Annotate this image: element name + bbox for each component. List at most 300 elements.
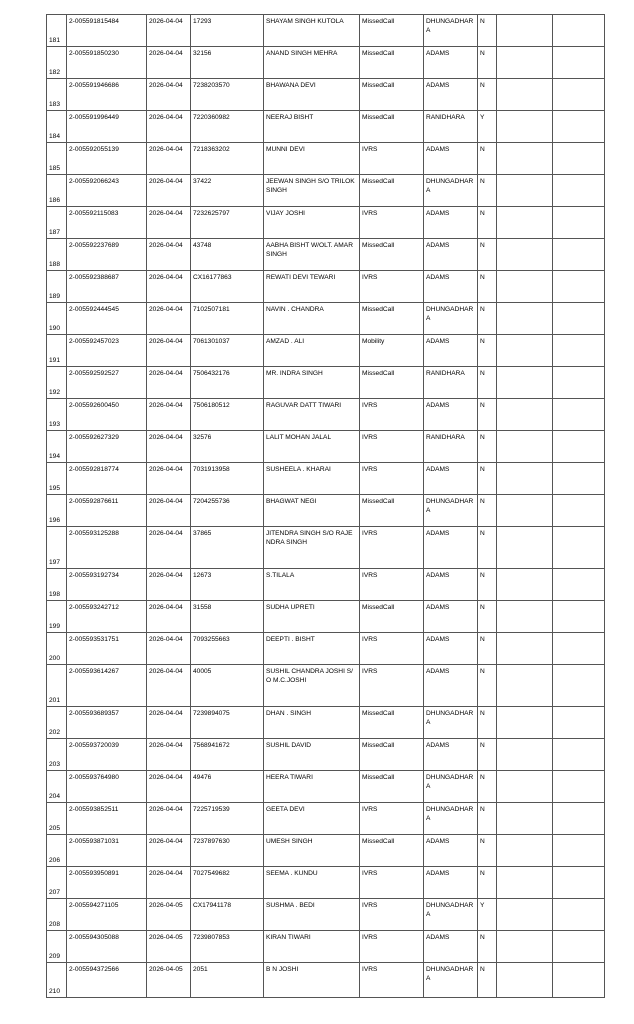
table-row <box>47 143 605 175</box>
cell-source: MissedCall <box>360 495 424 527</box>
cell-flag: N <box>478 527 497 569</box>
cell-request-id: 2-005592055139 <box>67 143 147 175</box>
cell-blank-col-1 <box>497 271 553 303</box>
cell-blank-col-2 <box>553 665 605 707</box>
table-row <box>47 399 605 431</box>
table-row <box>47 271 605 303</box>
cell-blank-col-2 <box>553 239 605 271</box>
cell-exchange: ADAMS <box>424 207 478 239</box>
cell-flag: N <box>478 79 497 111</box>
cell-source: IVRS <box>360 931 424 963</box>
cell-customer-id: 7506180512 <box>191 399 264 431</box>
cell-customer-id: 7237897630 <box>191 835 264 867</box>
cell-source: MissedCall <box>360 239 424 271</box>
cell-exchange: ADAMS <box>424 633 478 665</box>
cell-row-number: 190 <box>47 303 67 335</box>
cell-request-id: 2-005594305088 <box>67 931 147 963</box>
cell-blank-col-1 <box>497 835 553 867</box>
cell-blank-col-1 <box>497 899 553 931</box>
cell-exchange: DHUNGADHAR A <box>424 771 478 803</box>
cell-flag: N <box>478 867 497 899</box>
cell-blank-col-2 <box>553 111 605 143</box>
cell-source: IVRS <box>360 431 424 463</box>
cell-request-id: 2-005592457023 <box>67 335 147 367</box>
cell-request-id: 2-005591850230 <box>67 47 147 79</box>
table-row <box>47 803 605 835</box>
cell-source: MissedCall <box>360 771 424 803</box>
cell-source: IVRS <box>360 867 424 899</box>
cell-request-id: 2-005591815484 <box>67 15 147 47</box>
cell-customer-id: 12673 <box>191 569 264 601</box>
cell-customer-id: 32156 <box>191 47 264 79</box>
cell-request-id: 2-005592066243 <box>67 175 147 207</box>
cell-row-number: 185 <box>47 143 67 175</box>
cell-row-number: 199 <box>47 601 67 633</box>
cell-blank-col-1 <box>497 527 553 569</box>
cell-blank-col-1 <box>497 79 553 111</box>
cell-blank-col-2 <box>553 569 605 601</box>
cell-customer-id: 7239807853 <box>191 931 264 963</box>
cell-date: 2026-04-04 <box>147 495 191 527</box>
cell-blank-col-1 <box>497 495 553 527</box>
cell-customer-name: KIRAN TIWARI <box>264 931 360 963</box>
cell-flag: N <box>478 175 497 207</box>
table-row <box>47 633 605 665</box>
table-row <box>47 79 605 111</box>
cell-exchange: DHUNGADHAR A <box>424 899 478 931</box>
cell-request-id: 2-005593614267 <box>67 665 147 707</box>
cell-date: 2026-04-04 <box>147 239 191 271</box>
cell-row-number: 186 <box>47 175 67 207</box>
cell-date: 2026-04-04 <box>147 47 191 79</box>
cell-exchange: ADAMS <box>424 931 478 963</box>
cell-flag: N <box>478 931 497 963</box>
cell-flag: N <box>478 303 497 335</box>
cell-source: IVRS <box>360 899 424 931</box>
cell-customer-id: 43748 <box>191 239 264 271</box>
cell-exchange: ADAMS <box>424 867 478 899</box>
cell-exchange: ADAMS <box>424 601 478 633</box>
cell-customer-name: JITENDRA SINGH S/O RAJENDRA SINGH <box>264 527 360 569</box>
cell-exchange: ADAMS <box>424 335 478 367</box>
cell-exchange: DHUNGADHAR A <box>424 803 478 835</box>
table-row <box>47 963 605 998</box>
cell-blank-col-1 <box>497 601 553 633</box>
cell-blank-col-2 <box>553 207 605 239</box>
cell-source: IVRS <box>360 569 424 601</box>
cell-flag: N <box>478 495 497 527</box>
table-row <box>47 707 605 739</box>
cell-date: 2026-04-04 <box>147 431 191 463</box>
cell-customer-name: SHAYAM SINGH KUTOLA <box>264 15 360 47</box>
cell-customer-id: 7102507181 <box>191 303 264 335</box>
cell-blank-col-2 <box>553 771 605 803</box>
cell-source: MissedCall <box>360 601 424 633</box>
cell-date: 2026-04-04 <box>147 79 191 111</box>
cell-blank-col-1 <box>497 303 553 335</box>
cell-request-id: 2-005592818774 <box>67 463 147 495</box>
cell-flag: Y <box>478 111 497 143</box>
cell-blank-col-1 <box>497 47 553 79</box>
table-row <box>47 899 605 931</box>
cell-date: 2026-04-04 <box>147 569 191 601</box>
table-row <box>47 771 605 803</box>
cell-row-number: 191 <box>47 335 67 367</box>
cell-customer-id: 2051 <box>191 963 264 998</box>
cell-blank-col-2 <box>553 399 605 431</box>
cell-customer-name: JEEWAN SINGH S/O TRILOK SINGH <box>264 175 360 207</box>
cell-blank-col-2 <box>553 367 605 399</box>
cell-customer-id: 40005 <box>191 665 264 707</box>
cell-customer-id: 7232625797 <box>191 207 264 239</box>
cell-blank-col-2 <box>553 931 605 963</box>
table-row <box>47 111 605 143</box>
cell-date: 2026-04-04 <box>147 271 191 303</box>
cell-customer-name: SUSHMA . BEDI <box>264 899 360 931</box>
cell-request-id: 2-005594271105 <box>67 899 147 931</box>
cell-flag: Y <box>478 899 497 931</box>
table-row <box>47 665 605 707</box>
cell-blank-col-2 <box>553 271 605 303</box>
cell-exchange: DHUNGADHAR A <box>424 15 478 47</box>
cell-customer-id: 49476 <box>191 771 264 803</box>
records-table <box>46 14 605 998</box>
cell-customer-id: 32576 <box>191 431 264 463</box>
cell-flag: N <box>478 367 497 399</box>
cell-row-number: 209 <box>47 931 67 963</box>
cell-source: IVRS <box>360 665 424 707</box>
cell-row-number: 201 <box>47 665 67 707</box>
cell-date: 2026-04-04 <box>147 771 191 803</box>
cell-customer-name: AMZAD . ALI <box>264 335 360 367</box>
cell-flag: N <box>478 707 497 739</box>
cell-blank-col-1 <box>497 771 553 803</box>
cell-customer-name: BHAGWAT NEGI <box>264 495 360 527</box>
cell-flag: N <box>478 633 497 665</box>
cell-date: 2026-04-04 <box>147 143 191 175</box>
table-row <box>47 835 605 867</box>
cell-blank-col-2 <box>553 739 605 771</box>
cell-date: 2026-04-04 <box>147 335 191 367</box>
table-row <box>47 527 605 569</box>
cell-exchange: DHUNGADHAR A <box>424 175 478 207</box>
table-row <box>47 303 605 335</box>
cell-blank-col-2 <box>553 303 605 335</box>
cell-date: 2026-04-04 <box>147 803 191 835</box>
table-row <box>47 867 605 899</box>
cell-blank-col-2 <box>553 707 605 739</box>
cell-customer-name: DHAN . SINGH <box>264 707 360 739</box>
cell-exchange: DHUNGADHAR A <box>424 495 478 527</box>
cell-request-id: 2-005592388687 <box>67 271 147 303</box>
cell-date: 2026-04-04 <box>147 739 191 771</box>
cell-blank-col-1 <box>497 665 553 707</box>
cell-request-id: 2-005593689357 <box>67 707 147 739</box>
cell-row-number: 187 <box>47 207 67 239</box>
cell-row-number: 202 <box>47 707 67 739</box>
cell-row-number: 194 <box>47 431 67 463</box>
cell-customer-id: 7568941672 <box>191 739 264 771</box>
cell-blank-col-1 <box>497 963 553 998</box>
cell-customer-name: NEERAJ BISHT <box>264 111 360 143</box>
cell-blank-col-2 <box>553 527 605 569</box>
cell-blank-col-2 <box>553 175 605 207</box>
cell-date: 2026-04-04 <box>147 665 191 707</box>
cell-customer-name: DEEPTI . BISHT <box>264 633 360 665</box>
cell-blank-col-2 <box>553 463 605 495</box>
cell-blank-col-1 <box>497 431 553 463</box>
cell-date: 2026-04-04 <box>147 399 191 431</box>
cell-flag: N <box>478 963 497 998</box>
table-row <box>47 175 605 207</box>
table-row <box>47 335 605 367</box>
cell-flag: N <box>478 207 497 239</box>
cell-row-number: 198 <box>47 569 67 601</box>
cell-source: IVRS <box>360 527 424 569</box>
cell-customer-name: SUDHA UPRETI <box>264 601 360 633</box>
cell-customer-name: MR. INDRA SINGH <box>264 367 360 399</box>
table-row <box>47 931 605 963</box>
cell-customer-id: 7506432176 <box>191 367 264 399</box>
cell-source: IVRS <box>360 399 424 431</box>
cell-blank-col-1 <box>497 707 553 739</box>
cell-date: 2026-04-04 <box>147 207 191 239</box>
cell-flag: N <box>478 47 497 79</box>
table-row <box>47 739 605 771</box>
cell-blank-col-1 <box>497 867 553 899</box>
cell-exchange: ADAMS <box>424 143 478 175</box>
table-row <box>47 367 605 399</box>
cell-exchange: ADAMS <box>424 399 478 431</box>
cell-blank-col-2 <box>553 15 605 47</box>
cell-date: 2026-04-05 <box>147 931 191 963</box>
cell-customer-id: 7027549682 <box>191 867 264 899</box>
cell-customer-name: VIJAY JOSHI <box>264 207 360 239</box>
cell-source: MissedCall <box>360 303 424 335</box>
cell-source: IVRS <box>360 207 424 239</box>
cell-customer-id: 7204255736 <box>191 495 264 527</box>
cell-exchange: RANIDHARA <box>424 431 478 463</box>
cell-blank-col-2 <box>553 867 605 899</box>
cell-customer-name: B N JOSHI <box>264 963 360 998</box>
cell-request-id: 2-005593531751 <box>67 633 147 665</box>
cell-source: MissedCall <box>360 175 424 207</box>
cell-flag: N <box>478 665 497 707</box>
cell-flag: N <box>478 803 497 835</box>
cell-source: MissedCall <box>360 739 424 771</box>
cell-source: MissedCall <box>360 79 424 111</box>
cell-flag: N <box>478 271 497 303</box>
cell-request-id: 2-005593950891 <box>67 867 147 899</box>
cell-customer-name: SUSHEELA . KHARAI <box>264 463 360 495</box>
cell-exchange: ADAMS <box>424 47 478 79</box>
cell-customer-name: SEEMA . KUNDU <box>264 867 360 899</box>
cell-row-number: 188 <box>47 239 67 271</box>
cell-customer-id: 7061301037 <box>191 335 264 367</box>
cell-row-number: 181 <box>47 15 67 47</box>
cell-customer-id: 17293 <box>191 15 264 47</box>
cell-request-id: 2-005593764980 <box>67 771 147 803</box>
cell-exchange: DHUNGADHAR A <box>424 303 478 335</box>
cell-flag: N <box>478 143 497 175</box>
cell-date: 2026-04-04 <box>147 111 191 143</box>
cell-blank-col-1 <box>497 111 553 143</box>
cell-customer-id: CX17941178 <box>191 899 264 931</box>
table-row <box>47 47 605 79</box>
cell-blank-col-2 <box>553 495 605 527</box>
cell-blank-col-1 <box>497 633 553 665</box>
cell-exchange: RANIDHARA <box>424 367 478 399</box>
cell-exchange: DHUNGADHAR A <box>424 707 478 739</box>
cell-customer-id: 7218363202 <box>191 143 264 175</box>
cell-row-number: 200 <box>47 633 67 665</box>
cell-source: IVRS <box>360 143 424 175</box>
cell-request-id: 2-005593852511 <box>67 803 147 835</box>
cell-customer-name: RAGUVAR DATT TIWARI <box>264 399 360 431</box>
cell-exchange: ADAMS <box>424 239 478 271</box>
cell-source: IVRS <box>360 271 424 303</box>
cell-customer-name: GEETA DEVI <box>264 803 360 835</box>
cell-customer-id: 37422 <box>191 175 264 207</box>
table-row <box>47 495 605 527</box>
cell-date: 2026-04-04 <box>147 175 191 207</box>
cell-row-number: 203 <box>47 739 67 771</box>
cell-customer-name: NAVIN . CHANDRA <box>264 303 360 335</box>
cell-blank-col-2 <box>553 803 605 835</box>
cell-row-number: 208 <box>47 899 67 931</box>
cell-exchange: RANIDHARA <box>424 111 478 143</box>
cell-customer-name: HEERA TIWARI <box>264 771 360 803</box>
cell-source: MissedCall <box>360 15 424 47</box>
cell-row-number: 192 <box>47 367 67 399</box>
cell-request-id: 2-005592876611 <box>67 495 147 527</box>
cell-request-id: 2-005593242712 <box>67 601 147 633</box>
cell-row-number: 182 <box>47 47 67 79</box>
cell-customer-name: ANAND SINGH MEHRA <box>264 47 360 79</box>
cell-customer-name: SUSHIL CHANDRA JOSHI S/O M.C.JOSHI <box>264 665 360 707</box>
cell-source: MissedCall <box>360 835 424 867</box>
cell-flag: N <box>478 601 497 633</box>
cell-date: 2026-04-04 <box>147 633 191 665</box>
cell-row-number: 207 <box>47 867 67 899</box>
cell-blank-col-1 <box>497 803 553 835</box>
cell-row-number: 196 <box>47 495 67 527</box>
cell-exchange: ADAMS <box>424 463 478 495</box>
cell-date: 2026-04-05 <box>147 899 191 931</box>
cell-exchange: ADAMS <box>424 79 478 111</box>
cell-source: Mobility <box>360 335 424 367</box>
cell-exchange: ADAMS <box>424 271 478 303</box>
cell-row-number: 183 <box>47 79 67 111</box>
cell-blank-col-2 <box>553 79 605 111</box>
cell-source: IVRS <box>360 963 424 998</box>
table-row <box>47 15 605 47</box>
cell-blank-col-2 <box>553 899 605 931</box>
cell-blank-col-1 <box>497 569 553 601</box>
cell-request-id: 2-005593125288 <box>67 527 147 569</box>
cell-exchange: ADAMS <box>424 665 478 707</box>
cell-request-id: 2-005592115083 <box>67 207 147 239</box>
cell-blank-col-1 <box>497 367 553 399</box>
cell-blank-col-2 <box>553 47 605 79</box>
cell-row-number: 206 <box>47 835 67 867</box>
cell-date: 2026-04-04 <box>147 463 191 495</box>
cell-customer-id: 7238203570 <box>191 79 264 111</box>
cell-customer-id: 7031913958 <box>191 463 264 495</box>
cell-blank-col-1 <box>497 931 553 963</box>
table-row <box>47 569 605 601</box>
cell-date: 2026-04-04 <box>147 707 191 739</box>
cell-blank-col-2 <box>553 633 605 665</box>
cell-customer-id: CX16177863 <box>191 271 264 303</box>
cell-flag: N <box>478 335 497 367</box>
cell-customer-name: UMESH SINGH <box>264 835 360 867</box>
cell-flag: N <box>478 399 497 431</box>
cell-source: MissedCall <box>360 707 424 739</box>
cell-blank-col-1 <box>497 739 553 771</box>
cell-row-number: 189 <box>47 271 67 303</box>
cell-request-id: 2-005591996449 <box>67 111 147 143</box>
cell-blank-col-1 <box>497 239 553 271</box>
cell-customer-name: BHAWANA DEVI <box>264 79 360 111</box>
cell-blank-col-1 <box>497 463 553 495</box>
table-row <box>47 239 605 271</box>
cell-blank-col-2 <box>553 601 605 633</box>
table-row <box>47 207 605 239</box>
cell-customer-name: MUNNI DEVI <box>264 143 360 175</box>
cell-source: IVRS <box>360 463 424 495</box>
cell-exchange: ADAMS <box>424 835 478 867</box>
cell-exchange: DHUNGADHAR A <box>424 963 478 998</box>
cell-blank-col-1 <box>497 207 553 239</box>
table-row <box>47 601 605 633</box>
cell-date: 2026-04-05 <box>147 963 191 998</box>
cell-request-id: 2-005592444545 <box>67 303 147 335</box>
cell-flag: N <box>478 835 497 867</box>
cell-customer-id: 37865 <box>191 527 264 569</box>
cell-request-id: 2-005592627329 <box>67 431 147 463</box>
cell-customer-id: 7239894075 <box>191 707 264 739</box>
cell-request-id: 2-005591946686 <box>67 79 147 111</box>
cell-request-id: 2-005592592527 <box>67 367 147 399</box>
table-body <box>47 15 605 998</box>
cell-blank-col-1 <box>497 143 553 175</box>
cell-request-id: 2-005594372566 <box>67 963 147 998</box>
cell-exchange: ADAMS <box>424 739 478 771</box>
cell-source: IVRS <box>360 803 424 835</box>
cell-row-number: 210 <box>47 963 67 998</box>
cell-source: MissedCall <box>360 47 424 79</box>
table-row <box>47 463 605 495</box>
cell-source: IVRS <box>360 633 424 665</box>
cell-row-number: 204 <box>47 771 67 803</box>
cell-flag: N <box>478 239 497 271</box>
cell-exchange: ADAMS <box>424 527 478 569</box>
cell-flag: N <box>478 15 497 47</box>
cell-customer-id: 7220360982 <box>191 111 264 143</box>
cell-blank-col-1 <box>497 175 553 207</box>
cell-blank-col-2 <box>553 335 605 367</box>
cell-row-number: 195 <box>47 463 67 495</box>
cell-blank-col-1 <box>497 399 553 431</box>
cell-customer-name: AABHA BISHT W/OLT. AMAR SINGH <box>264 239 360 271</box>
cell-date: 2026-04-04 <box>147 601 191 633</box>
cell-flag: N <box>478 431 497 463</box>
cell-flag: N <box>478 463 497 495</box>
cell-date: 2026-04-04 <box>147 527 191 569</box>
cell-source: MissedCall <box>360 367 424 399</box>
cell-blank-col-1 <box>497 335 553 367</box>
